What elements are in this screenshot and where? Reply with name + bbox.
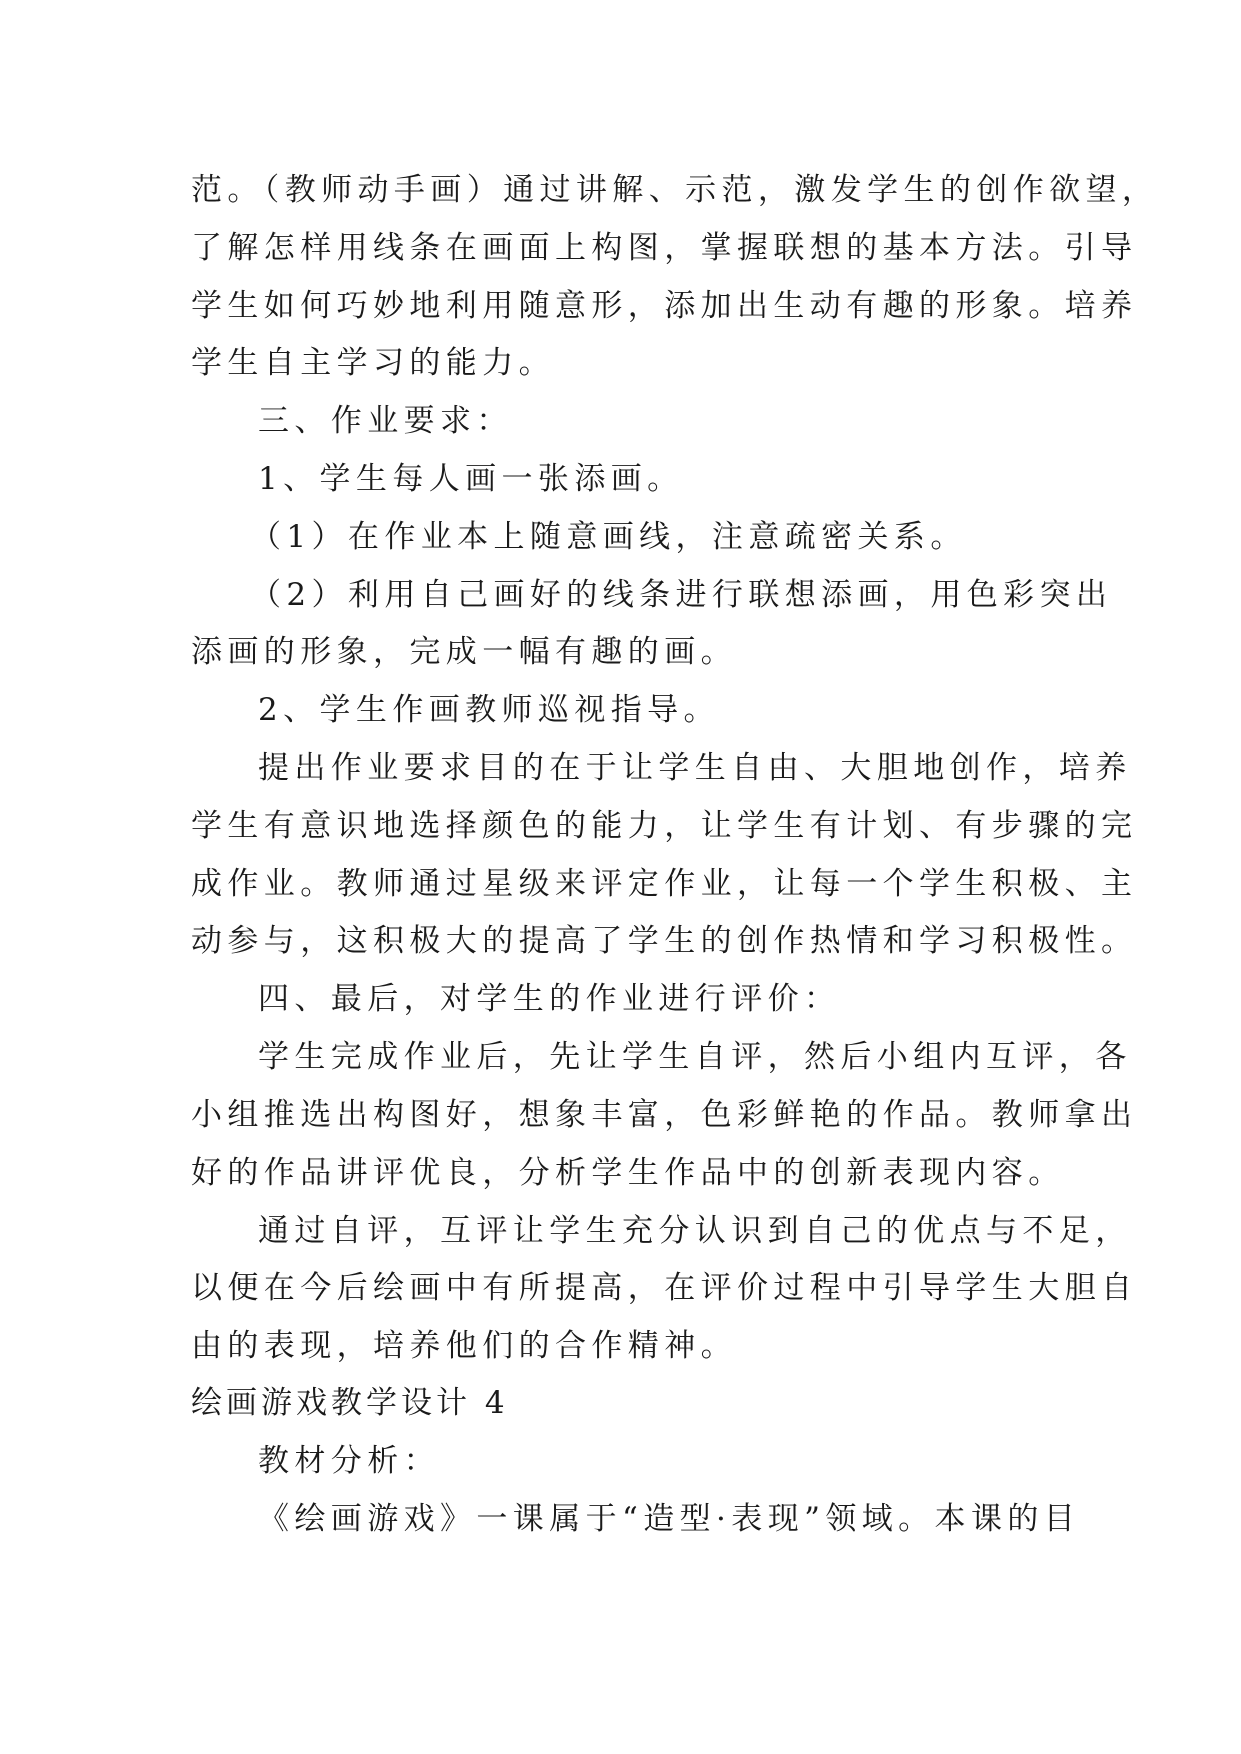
text-line: 好的作品讲评优良，分析学生作品中的创新表现内容。 — [191, 1155, 1065, 1191]
text-line: 成作业。教师通过星级来评定作业，让每一个学生积极、主 — [191, 866, 1138, 902]
section-heading: 三、作业要求： — [258, 403, 513, 439]
text-line: 动参与，这积极大的提高了学生的创作热情和学习积极性。 — [191, 923, 1138, 959]
text-line: 1、学生每人画一张添画。 — [258, 461, 684, 497]
text-line: 2、学生作画教师巡视指导。 — [258, 692, 720, 728]
document-heading: 绘画游戏教学设计 4 — [191, 1385, 509, 1421]
text-line: 小组推选出构图好，想象丰富，色彩鲜艳的作品。教师拿出 — [191, 1097, 1138, 1133]
text-line: 学生完成作业后，先让学生自评，然后小组内互评，各 — [258, 1039, 1132, 1075]
text-line: 了解怎样用线条在画面上构图，掌握联想的基本方法。引导 — [191, 230, 1138, 266]
text-line: （2）利用自己画好的线条进行联想添画，用色彩突出 — [250, 577, 1113, 613]
section-heading: 教材分析： — [258, 1443, 440, 1479]
text-line: 由的表现，培养他们的合作精神。 — [191, 1328, 737, 1364]
text-line: 《绘画游戏》一课属于“造型·表现”领域。本课的目 — [258, 1501, 1081, 1537]
text-line: 学生如何巧妙地利用随意形，添加出生动有趣的形象。培养 — [191, 288, 1138, 324]
text-line: 通过自评，互评让学生充分认识到自己的优点与不足， — [258, 1213, 1132, 1249]
text-line: 学生自主学习的能力。 — [191, 345, 555, 381]
text-line: （1）在作业本上随意画线，注意疏密关系。 — [250, 519, 967, 555]
text-line: 范。（教师动手画）通过讲解、示范，激发学生的创作欲望， — [191, 172, 1159, 208]
section-heading: 四、最后，对学生的作业进行评价： — [258, 981, 841, 1017]
text-line: 以便在今后绘画中有所提高，在评价过程中引导学生大胆自 — [191, 1270, 1138, 1306]
text-line: 添画的形象，完成一幅有趣的画。 — [191, 634, 737, 670]
text-line: 学生有意识地选择颜色的能力，让学生有计划、有步骤的完 — [191, 808, 1138, 844]
text-line: 提出作业要求目的在于让学生自由、大胆地创作，培养 — [258, 750, 1132, 786]
